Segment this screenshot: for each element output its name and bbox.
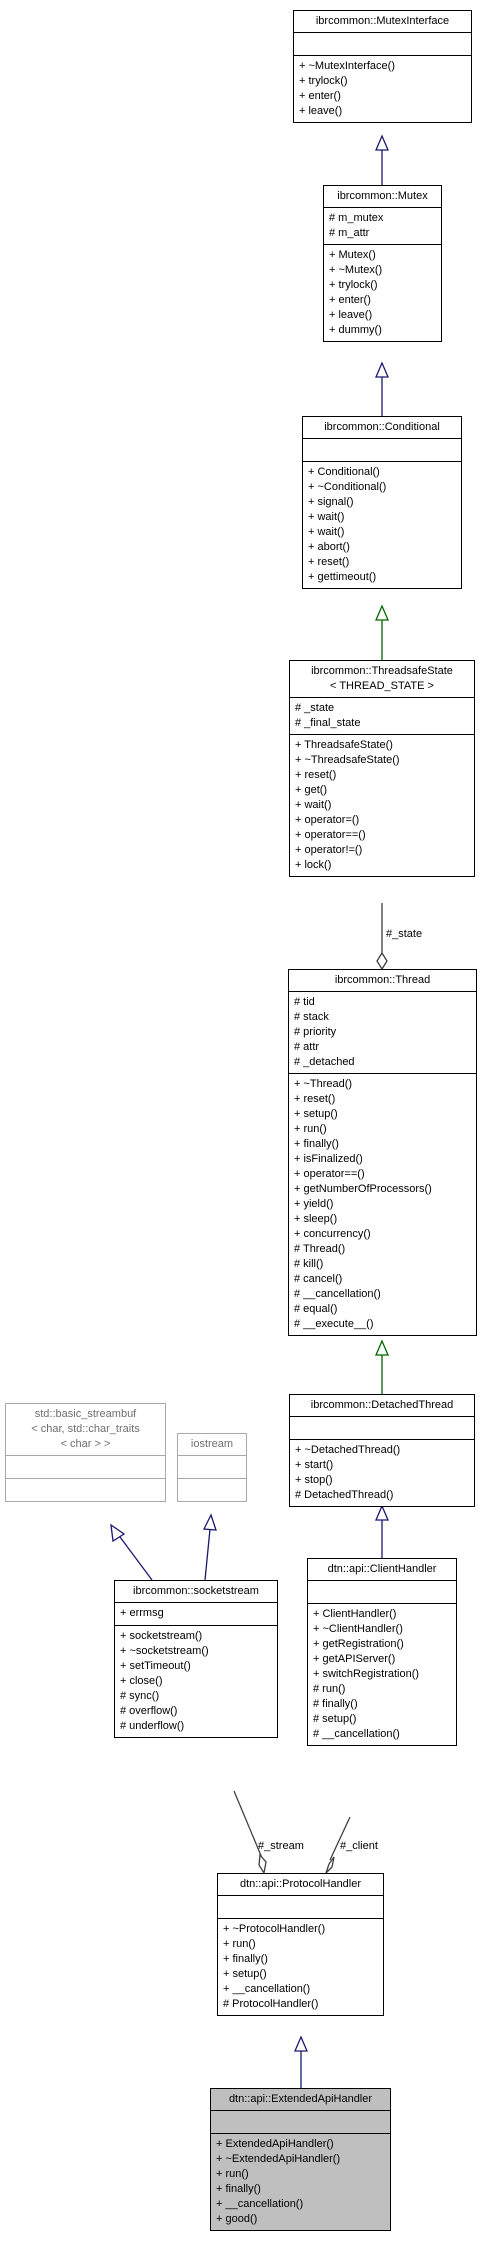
operation: + close(): [120, 1675, 163, 1687]
class-name: [6, 1404, 165, 1455]
edge-label-state: #_state: [386, 928, 423, 940]
operation: + get(): [295, 784, 328, 796]
operation: + Conditional(): [308, 466, 380, 478]
attributes-section: [178, 1455, 246, 1478]
attributes-section: [308, 1580, 456, 1603]
attribute: # _state: [295, 702, 335, 714]
attribute: + errmsg: [120, 1607, 164, 1619]
operation: + ~Conditional(): [308, 481, 387, 493]
class-name-line: ibrcommon::MutexInterface: [315, 15, 450, 27]
operation: + trylock(): [299, 75, 348, 87]
operations-section: [178, 1478, 246, 1501]
class-name-line: std::basic_streambuf: [34, 1408, 137, 1420]
operation: + ~ExtendedApiHandler(): [216, 2153, 341, 2165]
class-name: [178, 1434, 246, 1455]
operation: + yield(): [294, 1198, 334, 1210]
operation: + wait(): [295, 799, 332, 811]
operation: + enter(): [329, 294, 371, 306]
operation: + run(): [216, 2168, 249, 2180]
class-name-line: < THREAD_STATE >: [330, 680, 434, 692]
operation: + trylock(): [329, 279, 378, 291]
operation: # kill(): [294, 1258, 324, 1270]
attributes-section: [289, 991, 476, 1073]
edge-extendedapihandler-inherits-protocolhandler: [295, 2037, 307, 2088]
operation: + reset(): [295, 769, 337, 781]
attribute: # tid: [294, 996, 315, 1008]
operation: + abort(): [308, 541, 350, 553]
attribute: # stack: [294, 1011, 329, 1023]
operation: + setup(): [223, 1968, 267, 1980]
edge-label-stream: #_stream: [258, 1840, 304, 1852]
operations-section: [303, 461, 461, 588]
class-name-line: dtn::api::ClientHandler: [327, 1563, 437, 1575]
class-name-line: dtn::api::ProtocolHandler: [239, 1878, 362, 1890]
class-box-mutexinterface[interactable]: [293, 10, 472, 123]
edge-label-client: #_client: [340, 1840, 378, 1852]
operation: + getRegistration(): [313, 1638, 404, 1650]
attribute: # m_mutex: [329, 212, 384, 224]
attributes-section: [218, 1895, 383, 1918]
class-box-clienthandler[interactable]: [307, 1558, 457, 1746]
class-name-line: dtn::api::ExtendedApiHandler: [228, 2093, 373, 2105]
operation: + dummy(): [329, 324, 382, 336]
class-name: [324, 186, 441, 207]
operations-section: [6, 1478, 165, 1501]
operation: # ProtocolHandler(): [223, 1998, 319, 2010]
class-box-thread[interactable]: [288, 969, 477, 1336]
operation: + reset(): [308, 556, 350, 568]
operation: + switchRegistration(): [313, 1668, 420, 1680]
operation: # equal(): [294, 1303, 338, 1315]
attributes-section: [294, 32, 471, 55]
operation: # __cancellation(): [313, 1728, 400, 1740]
edge-clienthandler-inherits-detachedthread: [376, 1506, 388, 1558]
operation: + ~ThreadsafeState(): [295, 754, 400, 766]
operation: + finally(): [294, 1138, 339, 1150]
operation: + ~ProtocolHandler(): [223, 1923, 326, 1935]
edge-detachedthread-inherits-thread: [376, 1341, 388, 1394]
operation: + start(): [295, 1459, 334, 1471]
operation: # underflow(): [120, 1720, 185, 1732]
class-box-mutex[interactable]: [323, 185, 442, 342]
class-box-extendedapihandler[interactable]: [210, 2088, 391, 2231]
operation: + finally(): [216, 2183, 261, 2195]
operation: + Mutex(): [329, 249, 376, 261]
operation: + run(): [223, 1938, 256, 1950]
class-box-streambuf[interactable]: [5, 1403, 166, 1502]
class-box-iostream[interactable]: [177, 1433, 247, 1502]
class-name: [303, 417, 461, 438]
operation: + enter(): [299, 90, 341, 102]
operation: + __cancellation(): [216, 2198, 304, 2210]
operation: + signal(): [308, 496, 354, 508]
operation: + gettimeout(): [308, 571, 377, 583]
operations-section: [290, 1439, 474, 1506]
operation: # finally(): [313, 1698, 358, 1710]
attribute: # _final_state: [295, 717, 361, 729]
class-box-threadsafestate[interactable]: [289, 660, 475, 877]
class-name-line: ibrcommon::ThreadsafeState: [311, 665, 453, 677]
operation: + operator=(): [295, 814, 360, 826]
class-name: [211, 2089, 390, 2110]
attribute: # priority: [294, 1026, 337, 1038]
edge-socketstream-inherits-iostream: [204, 1515, 216, 1580]
class-name: [289, 970, 476, 991]
operation: + operator==(): [294, 1168, 365, 1180]
class-name-line: iostream: [190, 1438, 234, 1450]
class-name-line: ibrcommon::socketstream: [133, 1585, 259, 1597]
class-box-detachedthread[interactable]: [289, 1394, 475, 1507]
edge-socketstream-inherits-streambuf: [111, 1525, 152, 1580]
class-name-line: ibrcommon::DetachedThread: [310, 1399, 454, 1411]
operations-section: [324, 244, 441, 341]
edge-mutex-inherits-mutexinterface: [376, 136, 388, 185]
edge-conditional-inherits-mutex: [376, 363, 388, 416]
class-name: [115, 1581, 277, 1602]
operation: + __cancellation(): [223, 1983, 311, 1995]
class-name-line: ibrcommon::Conditional: [324, 421, 440, 433]
attributes-section: [6, 1455, 165, 1478]
operation: # __cancellation(): [294, 1288, 381, 1300]
class-name: [308, 1559, 456, 1580]
operations-section: [218, 1918, 383, 2015]
operation: # DetachedThread(): [295, 1489, 394, 1501]
operation: + wait(): [308, 511, 345, 523]
operation: + socketstream(): [120, 1630, 203, 1642]
operation: + ThreadsafeState(): [295, 739, 393, 751]
operations-section: [308, 1603, 456, 1745]
operation: # setup(): [313, 1713, 357, 1725]
operation: + setup(): [294, 1108, 338, 1120]
operation: + leave(): [299, 105, 343, 117]
operation: + leave(): [329, 309, 373, 321]
class-name: [290, 661, 474, 697]
class-name-line: ibrcommon::Mutex: [337, 190, 428, 202]
attribute: # _detached: [294, 1056, 355, 1068]
operation: + wait(): [308, 526, 345, 538]
class-name-line: < char, std::char_traits: [31, 1423, 140, 1435]
class-name-line: ibrcommon::Thread: [334, 974, 431, 986]
operation: + ~DetachedThread(): [295, 1444, 401, 1456]
operation: # Thread(): [294, 1243, 346, 1255]
attributes-section: [303, 438, 461, 461]
class-box-socketstream[interactable]: [114, 1580, 278, 1738]
operation: + setTimeout(): [120, 1660, 191, 1672]
operation: + ~Thread(): [294, 1078, 353, 1090]
operation: + ~socketstream(): [120, 1645, 209, 1657]
operation: + ~MutexInterface(): [299, 60, 395, 72]
operation: # __execute__(): [294, 1318, 374, 1330]
operation: + ~ClientHandler(): [313, 1623, 403, 1635]
attribute: # m_attr: [329, 227, 370, 239]
edge-threadsafestate-instantiates-conditional: [376, 606, 388, 660]
operation: + operator!=(): [295, 844, 363, 856]
operation: + stop(): [295, 1474, 333, 1486]
attributes-section: [324, 207, 441, 244]
class-name: [290, 1395, 474, 1416]
operation: + ClientHandler(): [313, 1608, 397, 1620]
attributes-section: [290, 1416, 474, 1439]
operation: + sleep(): [294, 1213, 338, 1225]
edge-protocolhandler-has-stream: [234, 1791, 266, 1873]
attributes-section: [211, 2110, 390, 2133]
operation: # cancel(): [294, 1273, 343, 1285]
operation: + ~Mutex(): [329, 264, 383, 276]
class-box-protocolhandler[interactable]: [217, 1873, 384, 2016]
operation: # run(): [313, 1683, 346, 1695]
operations-section: [211, 2133, 390, 2230]
operation: # sync(): [120, 1690, 160, 1702]
operation: + operator==(): [295, 829, 366, 841]
class-name: [218, 1874, 383, 1895]
operation: + finally(): [223, 1953, 268, 1965]
attribute: # attr: [294, 1041, 320, 1053]
operations-section: [290, 734, 474, 876]
class-box-conditional[interactable]: [302, 416, 462, 589]
operations-section: [289, 1073, 476, 1335]
operation: + run(): [294, 1123, 327, 1135]
attributes-section: [290, 697, 474, 734]
operation: + ExtendedApiHandler(): [216, 2138, 334, 2150]
operation: + lock(): [295, 859, 332, 871]
class-name: [294, 11, 471, 32]
class-name-line: < char > >: [60, 1438, 111, 1450]
operation: + reset(): [294, 1093, 336, 1105]
operation: + getNumberOfProcessors(): [294, 1183, 432, 1195]
operation: + getAPIServer(): [313, 1653, 396, 1665]
attributes-section: [115, 1602, 277, 1625]
operation: # overflow(): [120, 1705, 178, 1717]
operations-section: [115, 1625, 277, 1737]
operation: + concurrency(): [294, 1228, 371, 1240]
operation: + good(): [216, 2213, 258, 2225]
operations-section: [294, 55, 471, 122]
operation: + isFinalized(): [294, 1153, 363, 1165]
